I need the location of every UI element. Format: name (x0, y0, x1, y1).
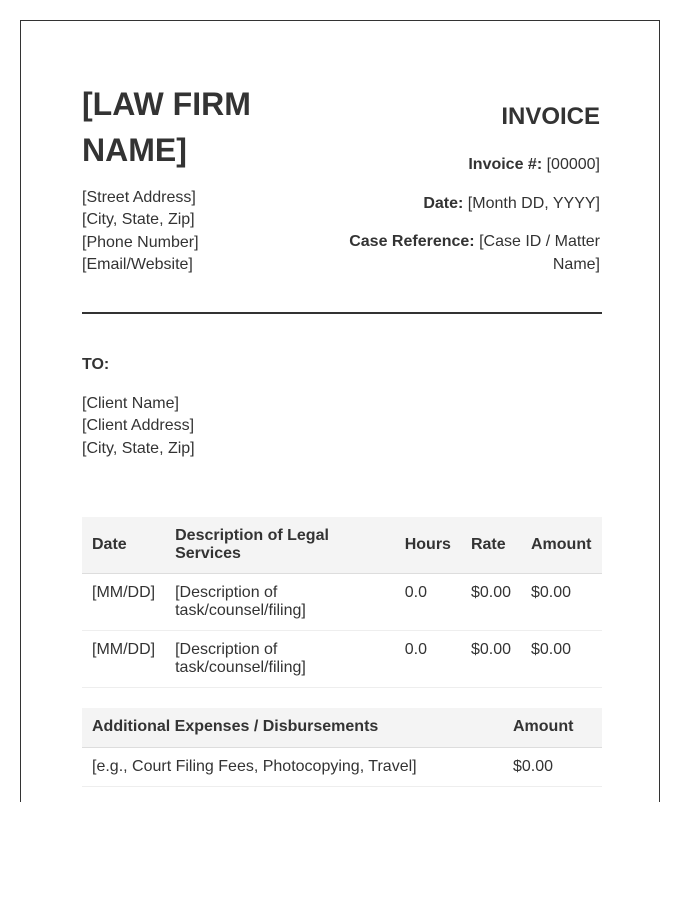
expense-amount: $0.00 (503, 747, 602, 786)
row-hours: 0.0 (395, 630, 461, 687)
firm-street: [Street Address] (82, 189, 196, 206)
services-table (82, 517, 602, 688)
client-name: [Client Name] (82, 395, 179, 412)
header-divider (82, 312, 602, 314)
expenses-table (82, 708, 602, 787)
expenses-header-row (82, 708, 602, 747)
invoice-title: INVOICE (501, 103, 600, 130)
row-rate: $0.00 (461, 630, 521, 687)
row-amount: $0.00 (521, 630, 602, 687)
row-rate: $0.00 (461, 573, 521, 630)
column-header-expenses: Additional Expenses / Disbursements (82, 708, 503, 747)
row-description: [Description of task/counsel/filing] (165, 630, 395, 687)
firm-address (82, 187, 199, 276)
client-city-state-zip: [City, State, Zip] (82, 439, 195, 457)
row-hours: 0.0 (395, 573, 461, 630)
row-amount: $0.00 (521, 573, 602, 630)
to-label: TO: (82, 356, 110, 373)
case-reference-label: Case Reference: (349, 233, 475, 250)
invoice-date-label: Date: (423, 195, 464, 212)
table-row (82, 747, 602, 786)
column-header-date: Date (82, 517, 165, 573)
firm-email-website: [Email/Website] (82, 255, 193, 273)
invoice-number (320, 153, 600, 176)
table-row (82, 630, 602, 687)
firm-name: [LAW FIRM NAME] (82, 86, 251, 168)
invoice-page (20, 20, 660, 802)
column-header-hours: Hours (395, 517, 461, 573)
services-header-row (82, 517, 602, 573)
invoice-date (320, 192, 600, 215)
invoice-number-value: [00000] (546, 156, 600, 173)
invoice-date-value: [Month DD, YYYY] (467, 195, 600, 212)
case-reference (320, 230, 600, 276)
firm-phone: [Phone Number] (82, 233, 199, 251)
table-row (82, 573, 602, 630)
column-header-rate: Rate (461, 517, 521, 573)
row-date: [MM/DD] (82, 573, 165, 630)
case-reference-value: [Case ID / Matter Name] (479, 233, 600, 273)
column-header-expense-amount: Amount (503, 708, 602, 747)
column-header-amount: Amount (521, 517, 602, 573)
client-address (82, 393, 195, 460)
row-description: [Description of task/counsel/filing] (165, 573, 395, 630)
column-header-description: Description of Legal Services (165, 517, 395, 573)
expense-description: [e.g., Court Filing Fees, Photocopying, Travel] (82, 747, 503, 786)
invoice-number-label: Invoice #: (468, 156, 543, 173)
row-date: [MM/DD] (82, 630, 165, 687)
client-street: [Client Address] (82, 417, 195, 435)
firm-city-state-zip: [City, State, Zip] (82, 211, 195, 229)
